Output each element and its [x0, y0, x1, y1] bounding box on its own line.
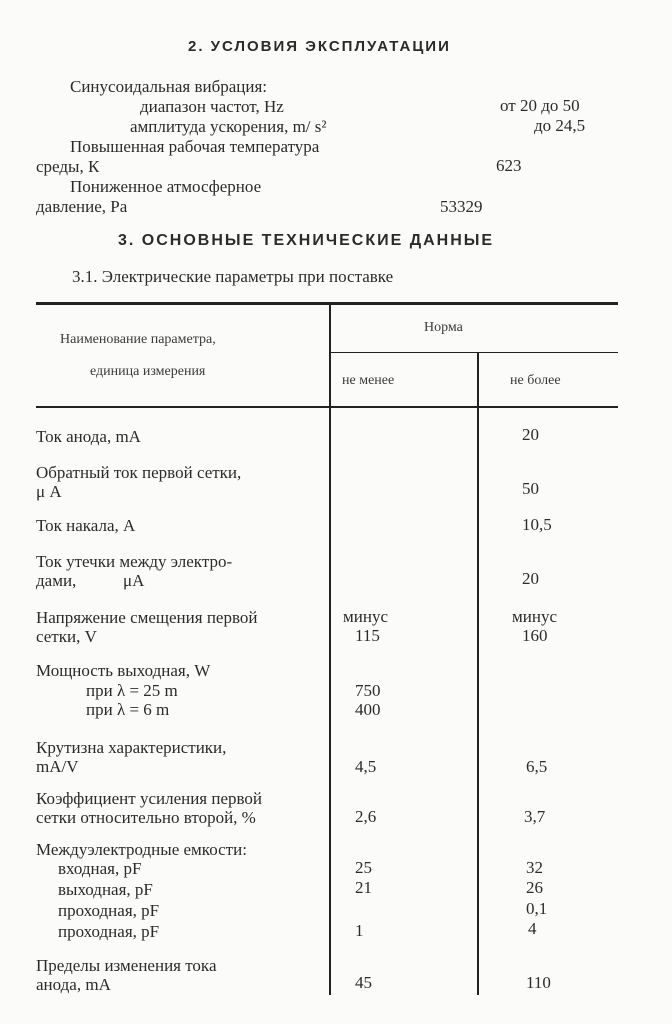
table-cell-max: 20	[522, 425, 539, 444]
acceleration-value: до 24,5	[534, 116, 586, 135]
table-cell-min: 21	[355, 878, 372, 897]
table-row-label: сетки относительно второй, %	[36, 808, 256, 827]
table-header-bottom-rule	[36, 406, 618, 408]
header-param-unit: единица измерения	[90, 364, 206, 379]
table-row-label: проходная, pF	[58, 922, 160, 941]
table-cell-max: 32	[526, 858, 543, 877]
header-param-name: Наименование параметра,	[60, 332, 216, 347]
table-cell-max: минус	[512, 607, 557, 626]
table-row-label: mA/V	[36, 757, 79, 776]
table-row-label: Коэффициент усиления первой	[36, 789, 263, 808]
table-row-label: при λ = 6 m	[86, 700, 170, 719]
table-row-label: Ток накала, А	[36, 516, 136, 535]
table-row-label: сетки, V	[36, 627, 97, 646]
table-row-label: Крутизна характеристики,	[36, 738, 227, 757]
section-3-1-subtitle: 3.1. Электрические параметры при поставке	[72, 267, 394, 286]
table-row-label: Междуэлектродные емкости:	[36, 840, 247, 859]
table-cell-min: 45	[355, 973, 372, 992]
header-min: не менее	[342, 373, 395, 388]
table-cell-max: 160	[522, 626, 548, 645]
table-cell-max: 3,7	[524, 807, 546, 826]
table-row-label: Мощность выходная, W	[36, 661, 211, 680]
header-norm: Норма	[424, 320, 463, 335]
table-row-label: входная, pF	[58, 859, 142, 878]
table-row-label: Ток утечки между электро-	[36, 552, 233, 571]
table-cell-min: 400	[355, 700, 381, 719]
pressure-label-line1: Пониженное атмосферное	[70, 177, 262, 196]
table-cell-min: 25	[355, 858, 372, 877]
table-row-label: Пределы изменения тока	[36, 956, 217, 975]
table-cell-max: 26	[526, 878, 543, 897]
vibration-label: Синусоидальная вибрация:	[70, 77, 268, 96]
temperature-value: 623	[496, 156, 522, 175]
frequency-value: от 20 до 50	[500, 96, 580, 115]
table-cell-max: 110	[526, 973, 551, 992]
temperature-label-line1: Повышенная рабочая температура	[70, 137, 320, 156]
table-cell-max: 20	[522, 569, 539, 588]
table-row-label: дами, μA	[36, 571, 145, 590]
table-row-label: Обратный ток первой сетки,	[36, 463, 242, 482]
section-3-title: 3. ОСНОВНЫЕ ТЕХНИЧЕСКИЕ ДАННЫЕ	[118, 232, 495, 249]
table-row-label: μ A	[36, 482, 62, 501]
table-row-label: при λ = 25 m	[86, 681, 178, 700]
table-cell-min: 4,5	[355, 757, 377, 776]
acceleration-label: амплитуда ускорения, m/ s²	[130, 117, 327, 136]
frequency-label: диапазон частот, Hz	[140, 97, 284, 116]
table-cell-min: 2,6	[355, 807, 377, 826]
pressure-label-line2: давление, Ра	[36, 197, 128, 216]
table-column-divider-2	[477, 353, 479, 995]
table-cell-max: 4	[528, 919, 537, 938]
pressure-value: 53329	[440, 197, 483, 216]
table-row-label: Ток анода, mA	[36, 427, 141, 446]
header-max: не более	[510, 373, 561, 388]
table-cell-max: 50	[522, 479, 539, 498]
table-cell-min: 115	[355, 626, 380, 645]
temperature-label-line2: среды, К	[36, 157, 100, 176]
table-cell-min: 750	[355, 681, 381, 700]
table-cell-max: 10,5	[522, 515, 552, 534]
section-2-title: 2. УСЛОВИЯ ЭКСПЛУАТАЦИИ	[188, 38, 451, 55]
table-row-label: анода, mA	[36, 975, 111, 994]
table-row-label: выходная, pF	[58, 880, 153, 899]
table-row-label: Напряжение смещения первой	[36, 608, 258, 627]
table-cell-max: 0,1	[526, 899, 548, 918]
norm-header-divider	[330, 352, 618, 353]
table-cell-max: 6,5	[526, 757, 548, 776]
table-row-label: проходная, pF	[58, 901, 160, 920]
table-column-divider-1	[329, 305, 331, 995]
table-cell-min: минус	[343, 607, 388, 626]
table-cell-min: 1	[355, 921, 364, 940]
table-top-rule	[36, 302, 618, 305]
